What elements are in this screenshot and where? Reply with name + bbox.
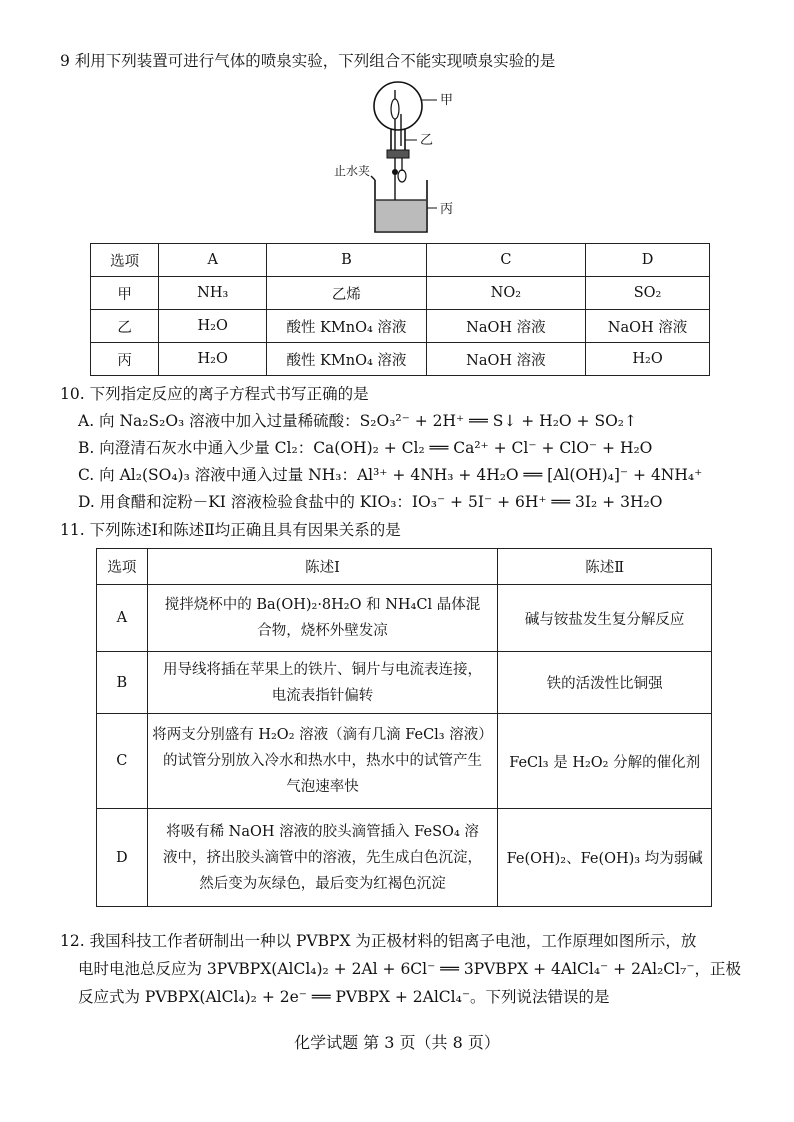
table-cell: B <box>267 244 427 277</box>
cell-line: 将吸有稀 NaOH 溶液的胶头滴管插入 FeSO₄ 溶 <box>166 823 479 840</box>
table-row <box>91 343 710 376</box>
table-cell: Fe(OH)₂、Fe(OH)₃ 均为弱碱 <box>498 809 712 907</box>
q11-stem: 11. 下列陈述Ⅰ和陈述Ⅱ均正确且具有因果关系的是 <box>60 521 401 539</box>
table-cell: H₂O <box>159 310 267 343</box>
table-cell: 选项 <box>97 549 148 585</box>
cell-line: 液中，挤出胶头滴管中的溶液，先生成白色沉淀， <box>162 849 482 866</box>
q10-option-d: D. 用食醋和淀粉－KI 溶液检验食盐中的 KIO₃：IO₃⁻ + 5I⁻ + 6H⁺ ══ 3I₂ + 3H₂O <box>78 493 663 511</box>
table-cell: 酸性 KMnO₄ 溶液 <box>267 343 427 376</box>
q12-line-2: 电时电池总反应为 3PVBPX(AlCl₄)₂ + 2Al + 6Cl⁻ ══ 3PVBPX + 4AlCl₄⁻ + 2Al₂Cl₇⁻，正极 <box>78 960 742 978</box>
q10-option-c: C. 向 Al₂(SO₄)₃ 溶液中通入过量 NH₃：Al³⁺ + 4NH₃ + 4H₂O ══ [Al(OH)₄]⁻ + 4NH₄⁺ <box>78 466 703 484</box>
table-cell: D <box>97 809 148 907</box>
cell-line: 电流表指针偏转 <box>271 687 374 704</box>
table-cell: 乙 <box>91 310 159 343</box>
table-cell: C <box>97 714 148 809</box>
table-cell <box>147 652 498 714</box>
table-cell <box>147 714 498 809</box>
table-cell: H₂O <box>586 343 710 376</box>
q10-option-a: A. 向 Na₂S₂O₃ 溶液中加入过量稀硫酸：S₂O₃²⁻ + 2H⁺ ══ S↓ + H₂O + SO₂↑ <box>78 412 637 430</box>
table-cell <box>147 585 498 652</box>
cell-line: 的试管分别放入冷水和热水中，热水中的试管产生 <box>162 753 482 769</box>
cell-line: 将两支分别盛有 H₂O₂ 溶液（滴有几滴 FeCl₃ 溶液） <box>152 727 493 743</box>
table-cell: 丙 <box>91 343 159 376</box>
q10-option-b: B. 向澄清石灰水中通入少量 Cl₂：Ca(OH)₂ + Cl₂ ══ Ca²⁺ + Cl⁻ + ClO⁻ + H₂O <box>78 439 653 457</box>
table-cell: 乙烯 <box>267 277 427 310</box>
cell-line: 气泡速率快 <box>286 779 359 795</box>
table-row <box>97 585 712 652</box>
table-row <box>97 714 712 809</box>
table-cell: 陈述Ⅰ <box>147 549 498 585</box>
table-cell: A <box>159 244 267 277</box>
cell-line: 然后变为灰绿色，最后变为红褐色沉淀 <box>199 875 446 892</box>
label-clamp: 止水夹 <box>334 164 371 178</box>
table-cell: 碱与铵盐发生复分解反应 <box>498 585 712 652</box>
table-row <box>97 652 712 714</box>
q10-stem: 10. 下列指定反应的离子方程式书写正确的是 <box>60 385 369 403</box>
table-cell: D <box>586 244 710 277</box>
label-bing: 丙 <box>440 202 454 217</box>
table-cell: 选项 <box>91 244 159 277</box>
table-cell: B <box>97 652 148 714</box>
label-jia: 甲 <box>440 93 454 108</box>
table-cell <box>147 809 498 907</box>
table-cell: C <box>426 244 585 277</box>
q9-stem: 9 利用下列装置可进行气体的喷泉实验，下列组合不能实现喷泉实验的是 <box>60 52 556 70</box>
table-cell: 陈述Ⅱ <box>498 549 712 585</box>
page-footer: 化学试题 第 3 页（共 8 页） <box>294 1033 500 1052</box>
label-yi: 乙 <box>420 133 434 148</box>
q12-line-3: 反应式为 PVBPX(AlCl₄)₂ + 2e⁻ ══ PVBPX + 2AlCl₄⁻。下列说法错误的是 <box>78 988 610 1006</box>
table-cell: 甲 <box>91 277 159 310</box>
table-cell: H₂O <box>159 343 267 376</box>
q9-table <box>90 243 710 376</box>
table-cell: NO₂ <box>426 277 585 310</box>
table-cell: NaOH 溶液 <box>426 343 585 376</box>
table-cell: FeCl₃ 是 H₂O₂ 分解的催化剂 <box>498 714 712 809</box>
table-row <box>97 809 712 907</box>
table-cell: NaOH 溶液 <box>426 310 585 343</box>
table-cell: NaOH 溶液 <box>586 310 710 343</box>
table-cell: A <box>97 585 148 652</box>
table-cell: 酸性 KMnO₄ 溶液 <box>267 310 427 343</box>
table-cell: 铁的活泼性比铜强 <box>498 652 712 714</box>
q11-table <box>96 548 712 907</box>
cell-line: 搅拌烧杯中的 Ba(OH)₂·8H₂O 和 NH₄Cl 晶体混 <box>164 597 481 613</box>
table-row <box>91 244 710 277</box>
table-cell: NH₃ <box>159 277 267 310</box>
table-cell: SO₂ <box>586 277 710 310</box>
table-row <box>91 277 710 310</box>
table-row <box>97 549 712 585</box>
cell-line: 合物，烧杯外壁发凉 <box>257 623 388 639</box>
q12-line-1: 12. 我国科技工作者研制出一种以 PVBPX 为正极材料的铝离子电池，工作原理如图所示，放 <box>60 932 697 950</box>
cell-line: 用导线将插在苹果上的铁片、铜片与电流表连接， <box>162 661 482 678</box>
table-row <box>91 310 710 343</box>
